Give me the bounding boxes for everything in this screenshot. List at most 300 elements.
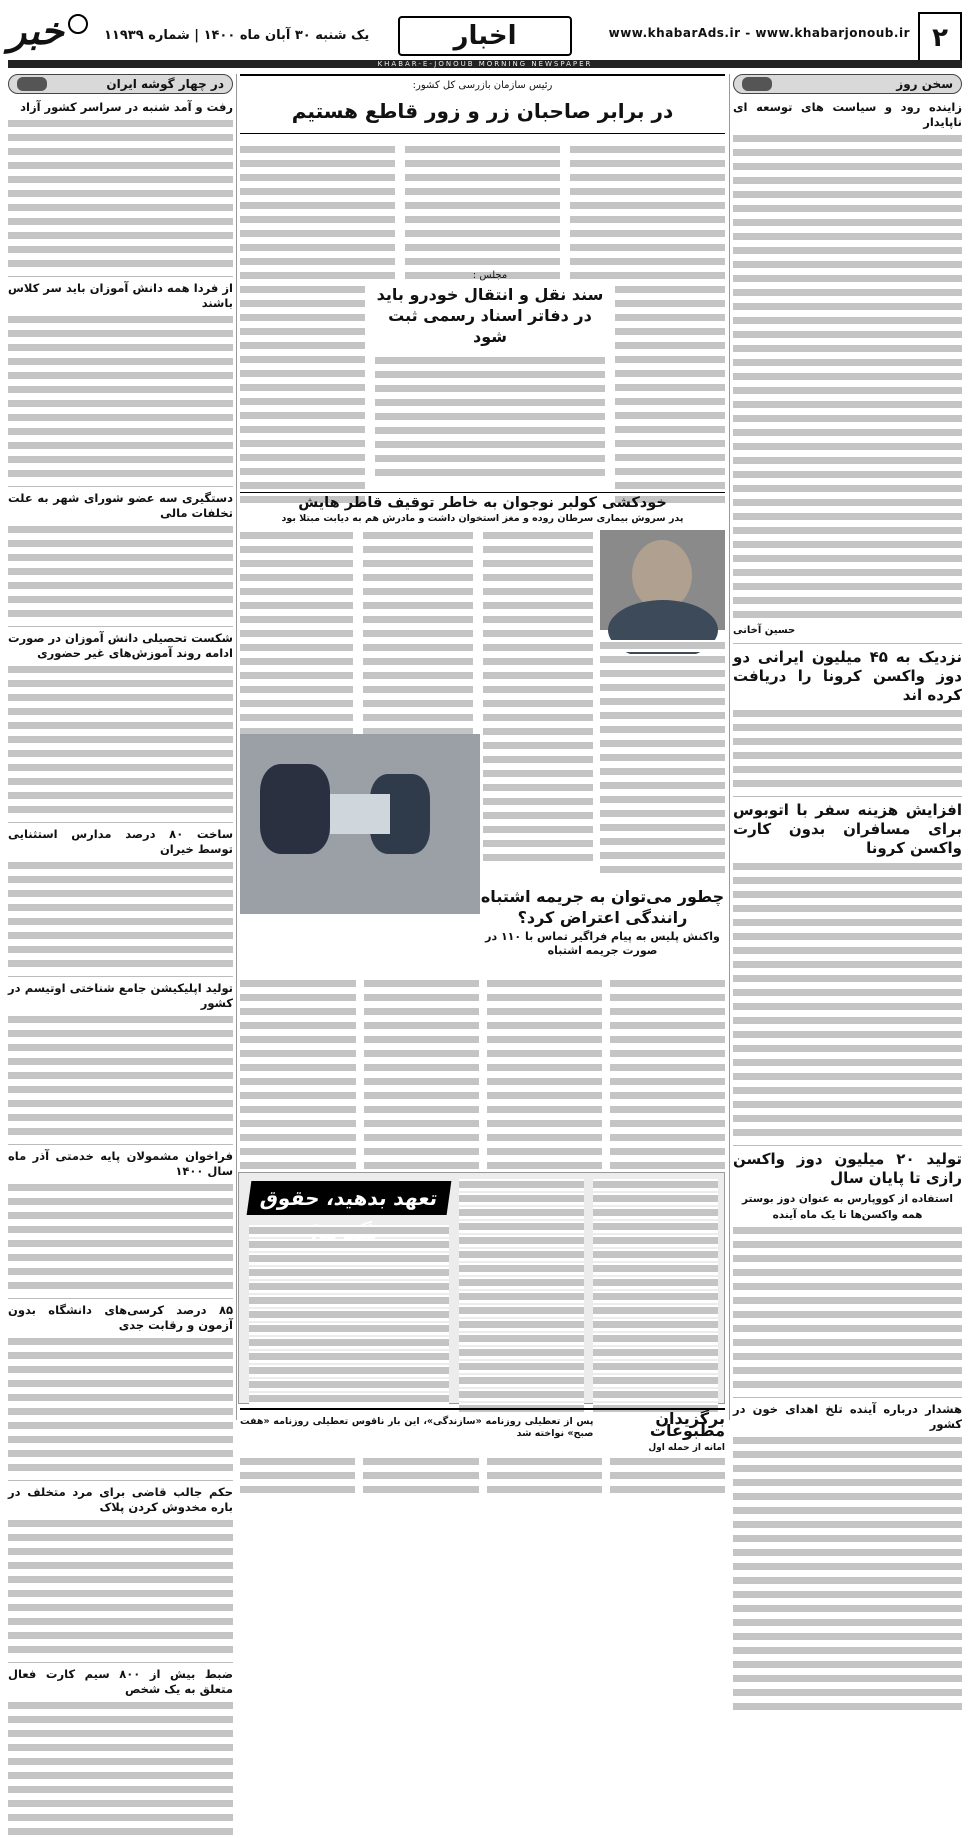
body-text-line <box>8 1364 233 1376</box>
body-text-line <box>240 158 395 170</box>
body-text-line <box>364 1132 479 1144</box>
body-text-line <box>363 614 473 626</box>
body-text-line <box>8 1826 233 1838</box>
body-text-line <box>363 656 473 668</box>
body-text-line <box>487 1020 602 1032</box>
body-text-line <box>8 580 233 592</box>
body-text-line <box>375 383 605 395</box>
body-text-line <box>615 368 725 380</box>
news-title: افزایش هزینه سفر با اتوبوس برای مسافران بدون کارت واکسن کرونا <box>733 796 962 858</box>
body-text-line <box>8 1224 233 1236</box>
body-text-line <box>240 992 356 1004</box>
body-text-line <box>600 850 725 862</box>
body-text-line <box>570 144 725 156</box>
lead-body <box>240 144 725 264</box>
body-text-line <box>8 958 233 970</box>
body-text-line <box>364 1020 479 1032</box>
body-text-line <box>483 600 593 612</box>
body-text-line <box>240 614 353 626</box>
body-text-line <box>483 628 593 640</box>
body-text-line <box>240 186 395 198</box>
body-text-line <box>487 1118 602 1130</box>
body-text-line <box>8 1630 233 1642</box>
body-text-line <box>459 1249 584 1261</box>
body-text-line <box>483 852 593 864</box>
body-text-line <box>249 1351 449 1363</box>
body-text-line <box>615 312 725 324</box>
body-text-line <box>615 298 725 310</box>
news-title: ساخت ۸۰ درصد مدارس استثنایی توسط خیران <box>8 822 233 857</box>
body-text-line <box>733 329 962 341</box>
body-text-line <box>733 1309 962 1321</box>
body-text-line <box>8 398 233 410</box>
body-text-line <box>733 1253 962 1265</box>
body-text-line <box>8 1462 233 1474</box>
body-text-line <box>8 776 233 788</box>
body-text-line <box>733 147 962 159</box>
body-text-line <box>570 172 725 184</box>
body-text-line <box>8 902 233 914</box>
body-text-line <box>733 1435 962 1447</box>
body-text-line <box>733 595 962 607</box>
body-text-line <box>733 1267 962 1279</box>
body-text-line <box>364 1006 479 1018</box>
body-text-line <box>733 497 962 509</box>
body-text-line <box>364 1034 479 1046</box>
news-title: فراخوان مشمولان پایه خدمتی آذر ماه سال ۱۴۰۰ <box>8 1144 233 1179</box>
body-text-line <box>249 1323 449 1335</box>
body-text-line <box>733 778 962 790</box>
body-text-line <box>487 1132 602 1144</box>
body-text-line <box>733 315 962 327</box>
body-text-line <box>733 525 962 537</box>
body-text-line <box>459 1361 584 1373</box>
body-text-line <box>459 1347 584 1359</box>
body-text-line <box>600 710 725 722</box>
body-text-line <box>8 1238 233 1250</box>
lead-kicker: رئیس سازمان بازرسی کل کشور: <box>412 80 553 91</box>
body-text-line <box>733 1603 962 1615</box>
kolbar-body-right <box>600 640 725 868</box>
body-text-line <box>249 1295 449 1307</box>
body-text-line <box>483 754 593 766</box>
body-text-line <box>8 188 233 200</box>
body-text-line <box>405 158 560 170</box>
body-text-line <box>240 1090 356 1102</box>
body-text-line <box>733 1015 962 1027</box>
body-text-line <box>8 426 233 438</box>
body-text-line <box>240 466 365 478</box>
body-text-line <box>8 692 233 704</box>
body-text-line <box>733 1379 962 1391</box>
body-text-line <box>240 200 395 212</box>
body-text-line <box>405 144 560 156</box>
body-text-line <box>733 1505 962 1517</box>
body-text-line <box>8 1770 233 1782</box>
news-title: تولید اپلیکیشن جامع شناختی اوتیسم در کشور <box>8 976 233 1011</box>
body-text-line <box>364 1118 479 1130</box>
body-text-line <box>405 186 560 198</box>
body-text-line <box>733 1617 962 1629</box>
body-text-line <box>363 1470 478 1482</box>
body-text-line <box>615 410 725 422</box>
body-text-line <box>733 987 962 999</box>
body-text-line <box>733 1463 962 1475</box>
body-text-line <box>733 1449 962 1461</box>
body-text-line <box>610 992 725 1004</box>
body-text-line <box>364 1090 479 1102</box>
body-text-line <box>8 860 233 872</box>
body-text-line <box>593 1235 718 1247</box>
provinces-box-title: در چهار گوشه ایران <box>106 77 224 91</box>
body-text-line <box>487 1484 602 1496</box>
body-text-line <box>487 1104 602 1116</box>
body-text-line <box>733 1281 962 1293</box>
body-text-line <box>363 712 473 724</box>
body-text-line <box>8 1756 233 1768</box>
kolbar-headline <box>240 492 725 523</box>
quill-icon <box>742 77 772 91</box>
body-text-line <box>600 752 725 764</box>
body-text-line <box>363 1484 478 1496</box>
body-text-line <box>459 1375 584 1387</box>
body-text-line <box>8 370 233 382</box>
body-text-line <box>733 750 962 762</box>
body-text-line <box>240 214 395 226</box>
body-text-line <box>459 1207 584 1219</box>
body-text-line <box>8 538 233 550</box>
body-text-line <box>8 1532 233 1544</box>
body-text-line <box>593 1221 718 1233</box>
body-text-line <box>240 670 353 682</box>
body-text-line <box>8 664 233 676</box>
body-text-line <box>459 1277 584 1289</box>
body-text-line <box>240 978 356 990</box>
news-title: ضبط بیش از ۸۰۰ سیم کارت فعال متعلق به یک شخص <box>8 1662 233 1697</box>
body-text-line <box>240 642 353 654</box>
body-text-line <box>593 1179 718 1191</box>
body-text-line <box>8 1728 233 1740</box>
body-text-line <box>733 917 962 929</box>
body-text-line <box>363 544 473 556</box>
news-subtitle: استفاده از کووپارس به عنوان دوز بوستر همه واکسن‌ها تا یک ماه آینده <box>741 1193 954 1221</box>
news-title: نزدیک به ۴۵ میلیون ایرانی دو دوز واکسن کرونا را دریافت کرده اند <box>733 643 962 705</box>
body-text-line <box>733 1645 962 1657</box>
body-text-line <box>375 439 605 451</box>
body-text-line <box>733 245 962 257</box>
body-text-line <box>8 566 233 578</box>
body-text-line <box>733 259 962 271</box>
body-text-line <box>487 1146 602 1158</box>
body-text-line <box>240 382 365 394</box>
body-text-line <box>249 1393 449 1405</box>
body-text-line <box>363 572 473 584</box>
body-text-line <box>733 1057 962 1069</box>
body-text-line <box>593 1389 718 1401</box>
body-text-line <box>240 410 365 422</box>
kolbar-title: خودکشی کولبر نوجوان به خاطر توقیف قاطر هایش <box>298 495 667 511</box>
news-title: از فردا همه دانش آموزان باید سر کلاس باشند <box>8 276 233 311</box>
body-text-line <box>8 1280 233 1292</box>
body-text-line <box>600 808 725 820</box>
body-text-line <box>8 678 233 690</box>
body-text-line <box>8 916 233 928</box>
body-text-line <box>375 369 605 381</box>
body-text-line <box>8 608 233 620</box>
body-text-line <box>593 1249 718 1261</box>
body-text-line <box>249 1365 449 1377</box>
police-headline <box>480 884 725 974</box>
body-text-line <box>600 794 725 806</box>
body-text-line <box>610 1118 725 1130</box>
body-text-line <box>483 796 593 808</box>
body-text-line <box>8 944 233 956</box>
body-text-line <box>600 724 725 736</box>
body-text-line <box>733 343 962 355</box>
body-text-line <box>8 160 233 172</box>
body-text-line <box>570 158 725 170</box>
body-text-line <box>733 1239 962 1251</box>
body-text-line <box>240 312 365 324</box>
body-text-line <box>240 424 365 436</box>
body-text-line <box>240 284 365 296</box>
body-text-line <box>615 396 725 408</box>
body-text-line <box>610 978 725 990</box>
body-text-line <box>733 371 962 383</box>
body-text-line <box>240 1034 356 1046</box>
body-text-line <box>8 1742 233 1754</box>
body-text-line <box>733 287 962 299</box>
body-text-line <box>240 1146 356 1158</box>
body-text-line <box>733 413 962 425</box>
body-text-line <box>733 1071 962 1083</box>
body-text-line <box>733 1337 962 1349</box>
body-text-line <box>733 1701 962 1713</box>
body-text-line <box>483 544 593 556</box>
body-text-line <box>249 1225 449 1237</box>
body-text-line <box>733 203 962 215</box>
press-review <box>240 1408 725 1500</box>
promise-story <box>238 1172 725 1404</box>
body-text-line <box>610 1146 725 1158</box>
body-text-line <box>593 1207 718 1219</box>
body-text-line <box>570 228 725 240</box>
map-icon <box>17 77 47 91</box>
body-text-line <box>240 1048 356 1060</box>
body-text-line <box>733 1351 962 1363</box>
body-text-line <box>610 1484 725 1496</box>
body-text-line <box>240 1132 356 1144</box>
body-text-line <box>733 764 962 776</box>
middle-column <box>240 74 725 1453</box>
body-text-line <box>8 594 233 606</box>
body-text-line <box>249 1379 449 1391</box>
body-text-line <box>487 1062 602 1074</box>
body-text-line <box>240 144 395 156</box>
body-text-line <box>240 1470 355 1482</box>
body-text-line <box>483 684 593 696</box>
majlis-kicker: مجلس : <box>472 270 508 281</box>
body-text-line <box>733 875 962 887</box>
body-text-line <box>8 384 233 396</box>
police-photo <box>240 734 480 914</box>
body-text-line <box>615 340 725 352</box>
body-text-line <box>733 1589 962 1601</box>
body-text-line <box>487 1090 602 1102</box>
body-text-line <box>8 1196 233 1208</box>
body-text-line <box>733 1659 962 1671</box>
body-text-line <box>593 1319 718 1331</box>
body-text-line <box>615 382 725 394</box>
body-text-line <box>249 1281 449 1293</box>
body-text-line <box>733 273 962 285</box>
body-text-line <box>8 202 233 214</box>
press-review-title: برگزیدان مطبوعات <box>649 1409 725 1440</box>
body-text-line <box>733 708 962 720</box>
lead-title: در برابر صاحبان زر و زور قاطع هستیم <box>291 99 674 123</box>
body-text-line <box>8 1084 233 1096</box>
body-text-line <box>733 1043 962 1055</box>
body-text-line <box>733 736 962 748</box>
news-title: تولید ۲۰ میلیون دوز واکسن رازی تا پایان سال <box>733 1145 962 1188</box>
body-text-line <box>8 342 233 354</box>
body-text-line <box>733 1099 962 1111</box>
body-text-line <box>733 931 962 943</box>
body-text-line <box>733 385 962 397</box>
body-text-line <box>8 1644 233 1656</box>
body-text-line <box>240 698 353 710</box>
body-text-line <box>483 642 593 654</box>
body-text-line <box>249 1309 449 1321</box>
body-text-line <box>8 132 233 144</box>
body-text-line <box>8 1700 233 1712</box>
body-text-line <box>364 1048 479 1060</box>
body-text-line <box>733 231 962 243</box>
globe-icon <box>68 14 88 34</box>
body-text-line <box>363 530 473 542</box>
body-text-line <box>487 1034 602 1046</box>
body-text-line <box>8 118 233 130</box>
body-text-line <box>487 1470 602 1482</box>
body-text-line <box>487 992 602 1004</box>
body-text-line <box>240 712 353 724</box>
body-text-line <box>8 1784 233 1796</box>
body-text-line <box>459 1179 584 1191</box>
editorial-title: زاینده رود و سیاست های توسعه ای ناپایدار <box>733 100 962 129</box>
body-text-line <box>8 1518 233 1530</box>
body-text-line <box>8 1406 233 1418</box>
body-text-line <box>733 427 962 439</box>
body-text-line <box>615 354 725 366</box>
body-text-line <box>8 1070 233 1082</box>
body-text-line <box>487 978 602 990</box>
body-text-line <box>364 992 479 1004</box>
body-text-line <box>8 468 233 480</box>
body-text-line <box>8 1616 233 1628</box>
editorial-body <box>733 133 962 621</box>
body-text-line <box>733 581 962 593</box>
body-text-line <box>375 453 605 465</box>
body-text-line <box>8 1028 233 1040</box>
body-text-line <box>733 1113 962 1125</box>
body-text-line <box>405 200 560 212</box>
body-text-line <box>8 1574 233 1586</box>
body-text-line <box>733 217 962 229</box>
body-text-line <box>483 768 593 780</box>
body-text-line <box>240 452 365 464</box>
body-text-line <box>8 1378 233 1390</box>
body-text-line <box>570 256 725 268</box>
body-text-line <box>733 175 962 187</box>
body-text-line <box>733 1631 962 1643</box>
body-text-line <box>364 1076 479 1088</box>
body-text-line <box>8 412 233 424</box>
body-text-line <box>240 438 365 450</box>
body-text-line <box>593 1277 718 1289</box>
site-urls[interactable]: www.khabarAds.ir - www.khabarjonoub.ir <box>608 26 910 40</box>
body-text-line <box>249 1253 449 1265</box>
promise-title: تعهد بدهید، حقوق <box>247 1181 452 1215</box>
body-text-line <box>363 670 473 682</box>
body-text-line <box>733 609 962 621</box>
body-text-line <box>487 1048 602 1060</box>
body-text-line <box>733 1687 962 1699</box>
body-text-line <box>733 1001 962 1013</box>
police-title: چطور می‌توان به جریمه اشتباه رانندگی اعتراض کرد؟ <box>480 887 725 927</box>
body-text-line <box>610 1090 725 1102</box>
body-text-line <box>8 720 233 732</box>
body-text-line <box>8 1014 233 1026</box>
lead-story-header <box>240 74 725 134</box>
body-text-line <box>8 1714 233 1726</box>
body-text-line <box>240 368 365 380</box>
issue-line: یک شنبه ۳۰ آبان ماه ۱۴۰۰ | شماره ۱۱۹۳۹ <box>104 28 370 43</box>
body-text-line <box>733 455 962 467</box>
body-text-line <box>593 1375 718 1387</box>
body-text-line <box>8 1392 233 1404</box>
column-divider <box>236 74 237 1420</box>
body-text-line <box>8 1210 233 1222</box>
body-text-line <box>610 1132 725 1144</box>
body-text-line <box>483 782 593 794</box>
body-text-line <box>240 1104 356 1116</box>
body-text-line <box>610 1104 725 1116</box>
body-text-line <box>240 270 365 282</box>
body-text-line <box>733 1225 962 1237</box>
body-text-line <box>240 396 365 408</box>
body-text-line <box>240 1160 356 1172</box>
body-text-line <box>600 780 725 792</box>
body-text-line <box>733 945 962 957</box>
body-text-line <box>240 628 353 640</box>
body-text-line <box>8 244 233 256</box>
body-text-line <box>8 1588 233 1600</box>
press-review-author: امانه از حمله اول <box>648 1443 725 1453</box>
body-text-line <box>375 467 605 479</box>
body-text-line <box>375 425 605 437</box>
body-text-line <box>733 1533 962 1545</box>
majlis-story <box>240 270 725 490</box>
body-text-line <box>363 1456 478 1468</box>
body-text-line <box>570 186 725 198</box>
body-text-line <box>8 1112 233 1124</box>
body-text-line <box>593 1333 718 1345</box>
body-text-line <box>459 1193 584 1205</box>
body-text-line <box>733 889 962 901</box>
body-text-line <box>240 340 365 352</box>
body-text-line <box>8 748 233 760</box>
english-banner: KHABAR-E-JONOUB MORNING NEWSPAPER <box>8 60 962 68</box>
